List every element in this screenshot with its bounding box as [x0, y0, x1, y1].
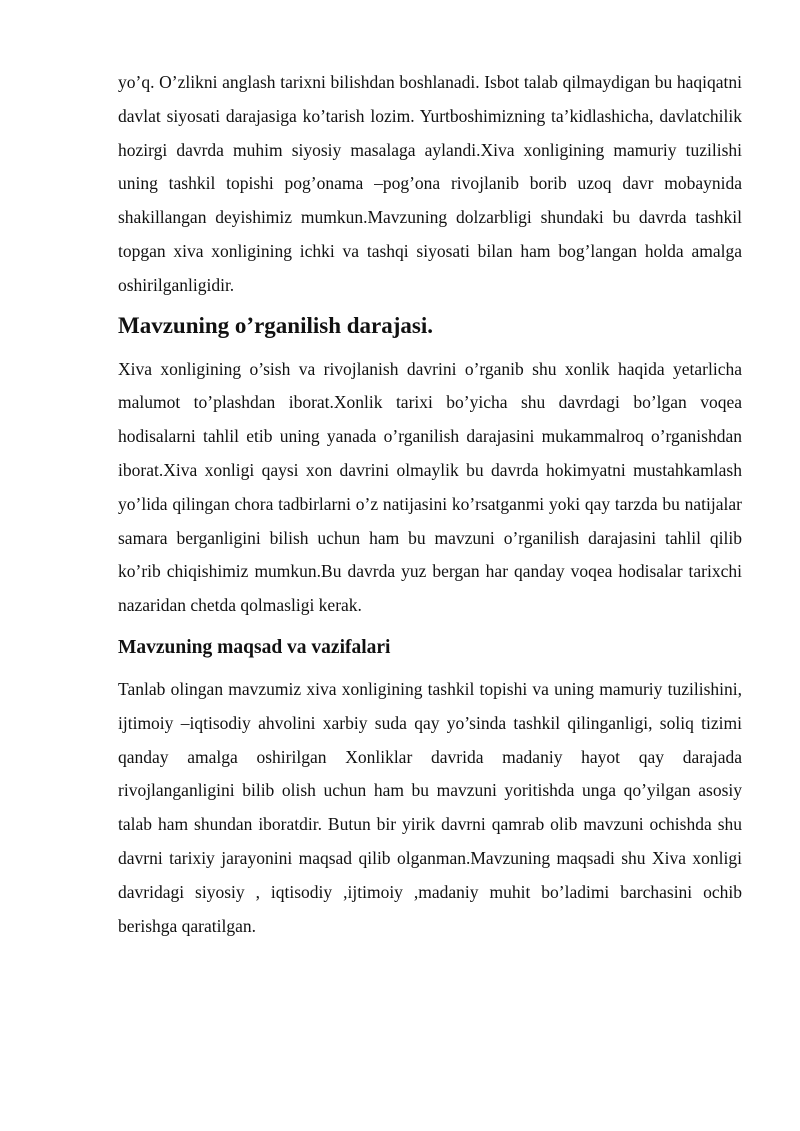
section-heading-study-level: Mavzuning o’rganilish darajasi. [118, 312, 434, 338]
section-study-level [118, 311, 742, 623]
section-goals [118, 633, 742, 943]
goals-paragraph: Tanlab olingan mavzumiz xiva xonligining tashkil topishi va uning mamuriy tuzilishini, ijtimoiy –iqtisodiy ahvolini xarbiy suda qay yo’sinda tashkil qilinganligi, soliq tizimi qanday amalga oshirilgan Xonliklar davrida madaniy hayot qay darajada rivojlanganligini bilib olish uchun ham bu mavzuni yoritishda unga qo’yilgan asosiy talab ham shundan iboratdir. Butun bir yirik davrni qamrab olib mavzuni ochishda shu davrni tarixiy jarayonini maqsad qilib olganman.Mavzuning maqsadi shu Xiva xonligi davridagi siyosiy , iqtisodiy ,ijtimoiy ,madaniy muhit bo’ladimi barchasini ochib berishga qaratilgan. [118, 678, 742, 936]
study-level-paragraph: Xiva xonligining o’sish va rivojlanish davrini o’rganib shu xonlik haqida yetarlicha malumot to’plashdan iborat.Xonlik tarixi bo’yicha shu davrdagi bo’lgan voqea hodisalarni tahlil etib uning yanada o’rganilish darajasini mukammalroq o’rganishdan iborat.Xiva xonligi qaysi xon davrini olmaylik bu davrda hokimyatni mustahkamlash yo’lida qilingan chora tadbirlarni o’z natijasini ko’rsatganmi yoki qay tarzda bu natijalar samara berganligini bilish uchun ham bu mavzuni o’rganilish darajasini tahlil qilib ko’rib chiqishimiz mumkun.Bu davrda yuz bergan har qanday voqea hodisalar tarixchi nazaridan chetda qolmasligi kerak. [118, 358, 742, 616]
document-page [118, 66, 742, 949]
section-heading-goals: Mavzuning maqsad va vazifalari [118, 636, 391, 658]
intro-paragraph: yo’q. O’zlikni anglash tarixni bilishdan boshlanadi. Isbot talab qilmaydigan bu haqiqatni davlat siyosati darajasiga ko’tarish lozim. Yurtboshimizning ta’kidlashicha, davlatchilik hozirgi davrda muhim siyosiy masalaga aylandi.Xiva xonligining mamuriy tuzilishi uning tashkil topishi pog’onama –pog’ona rivojlanib borib uzoq davr mobaynida shakillangan deyishimiz mumkun.Mavzuning dolzarbligi shundaki bu davrda tashkil topgan xiva xonligining ichki va tashqi siyosati bilan ham bog’langan holda amalga oshirilganligidir. [118, 72, 742, 295]
